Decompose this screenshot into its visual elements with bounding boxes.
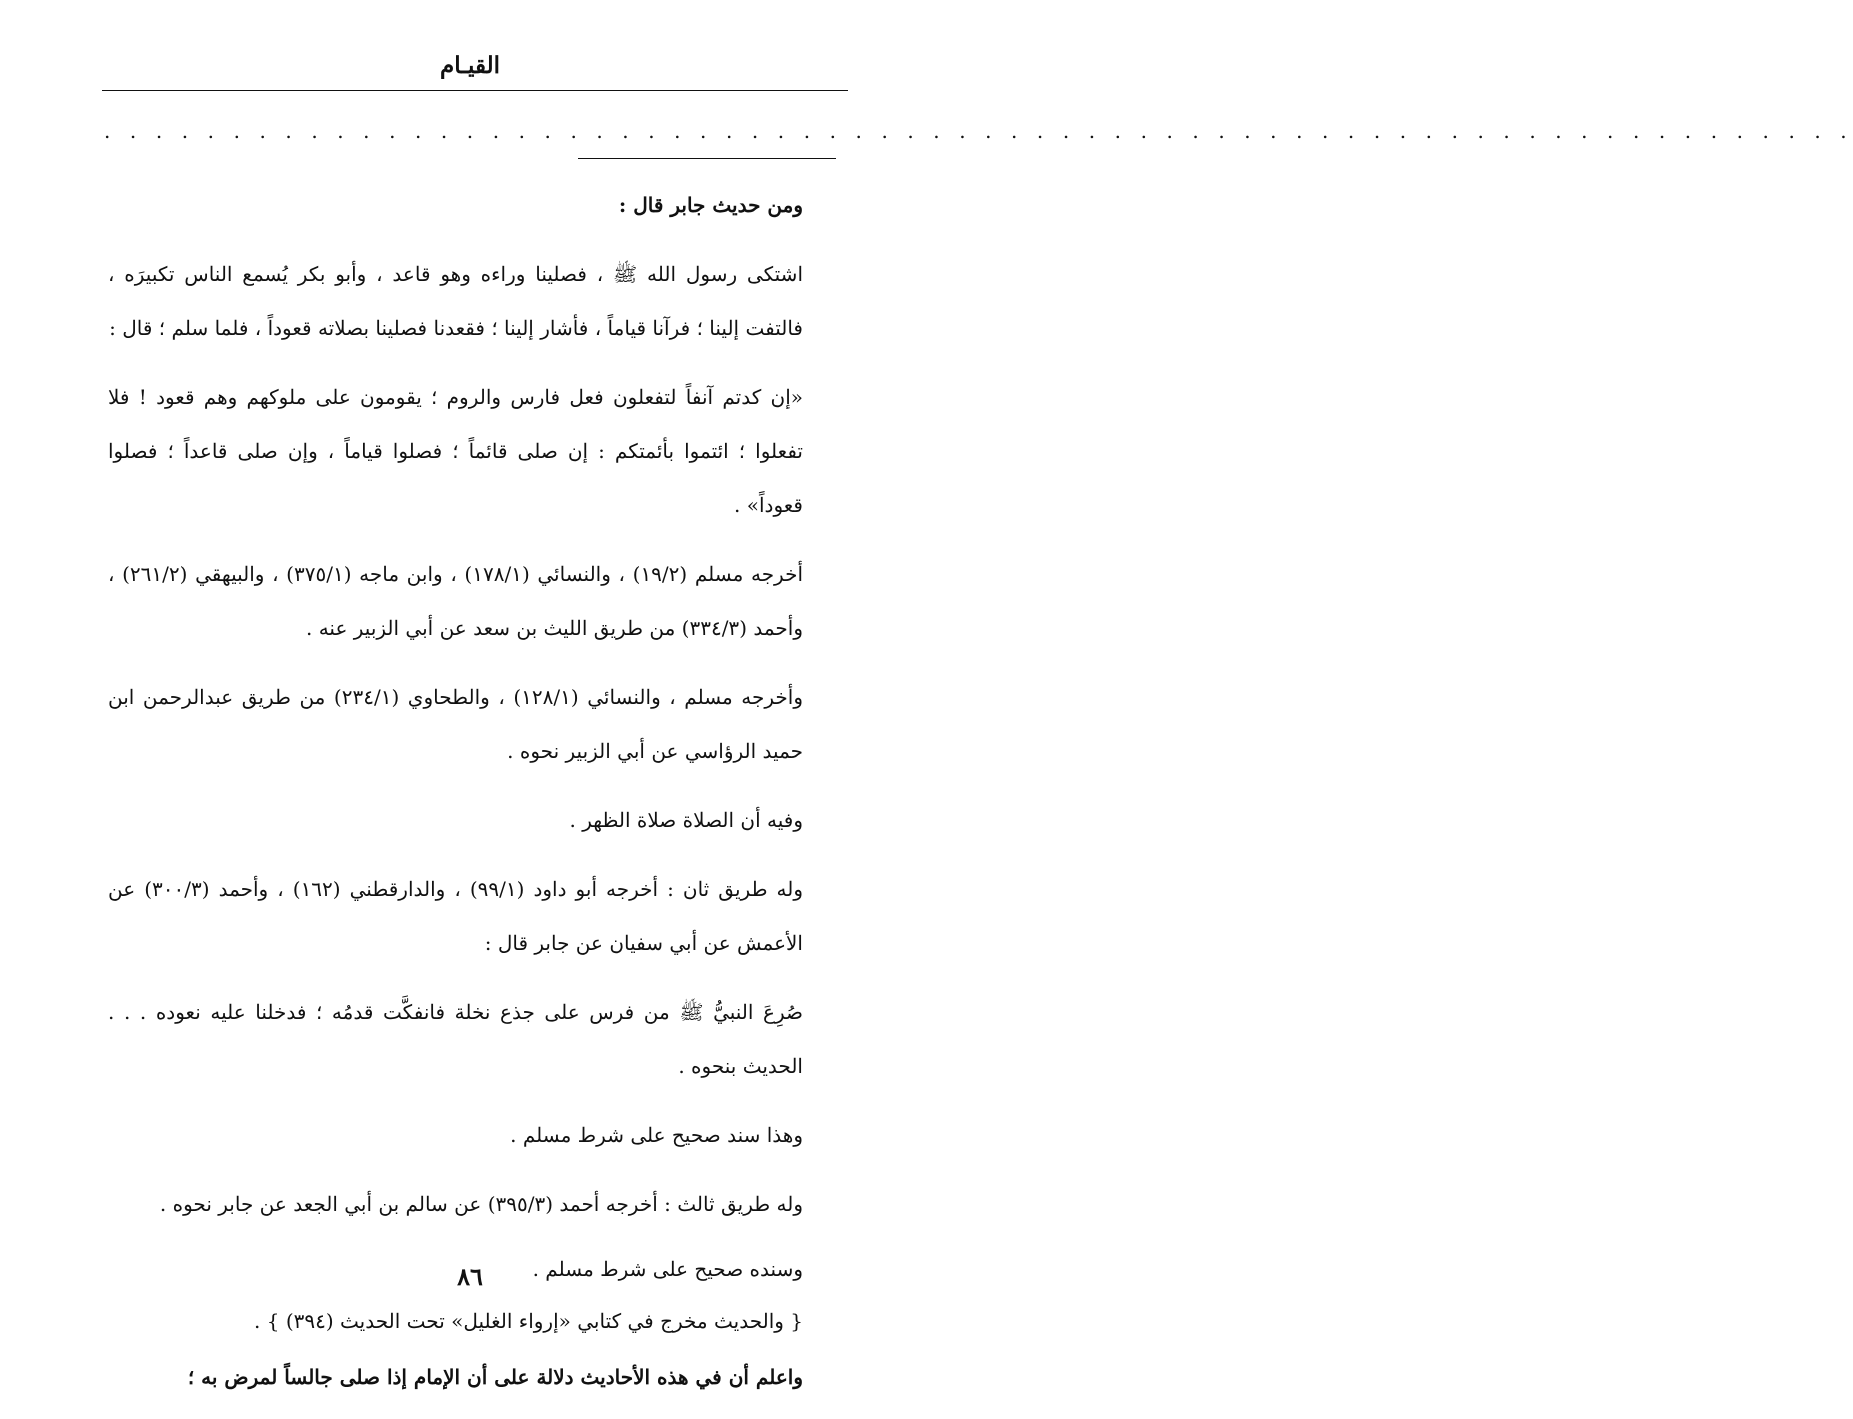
paragraph-hadith-text: اشتكى رسول الله ﷺ ، فصلينا وراءه وهو قاعد ، وأبو بكر يُسمع الناس تكبيرَه ، فالتفت إلينا ؛ فرآنا قياماً ، فأشار إلينا ؛ فقعدنا فصلينا بصلاته قعوداً ، فلما سلم ؛ قال : — [108, 262, 803, 340]
dotted-separator: . . . . . . . . . . . . . . . . . . . . . . . . . . . . . . . . . . . . . . . . . . . . . . . . . . . . . . . . . . . . . . . . . . . . — [104, 119, 1853, 143]
running-header-title: القيـام — [440, 52, 500, 79]
paragraph-third-route: وله طريق ثالث : أخرجه أحمد (٣٩٥/٣) عن سالم بن أبي الجعد عن جابر نحوه . — [159, 1192, 803, 1216]
paragraph-hadith-quote: «إن كدتم آنفاً لتفعلون فعل فارس والروم ؛ يقومون على ملوكهم وهم قعود ! فلا تفعلوا ؛ ائتموا بأئمتكم : إن صلى قائماً ؛ فصلوا قياماً ، وإن صلى قاعداً ؛ فصلوا قعوداً» . — [108, 385, 803, 517]
paragraph-sanad-sahih-1: وهذا سند صحيح على شرط مسلم . — [510, 1123, 803, 1147]
separator-underline — [578, 158, 836, 159]
paragraph-note-zuhr: وفيه أن الصلاة صلاة الظهر . — [569, 808, 803, 832]
paragraph-irwa-reference: { والحديث مخرج في كتابي «إرواء الغليل» تحت الحديث (٣٩٤) } . — [254, 1309, 803, 1333]
paragraph-second-route: وله طريق ثان : أخرجه أبو داود (٩٩/١) ، والدارقطني (١٦٢) ، وأحمد (٣٠٠/٣) عن الأعمش عن أبي سفيان عن جابر قال : — [108, 877, 804, 955]
paragraph-second-route-text: صُرِعَ النبيُّ ﷺ من فرس على جذع نخلة فانفكَّت قدمُه ؛ فدخلنا عليه نعوده . . . الحديث بنحوه . — [108, 1000, 803, 1078]
page-number: ٨٦ — [457, 1262, 483, 1291]
main-text — [108, 178, 843, 1419]
paragraph-takhrij-2: وأخرجه مسلم ، والنسائي (١٢٨/١) ، والطحاوي (٢٣٤/١) من طريق عبدالرحمن ابن حميد الرؤاسي عن أبي الزبير نحوه . — [108, 685, 803, 763]
paragraph-takhrij-1: أخرجه مسلم (١٩/٢) ، والنسائي (١٧٨/١) ، وابن ماجه (٣٧٥/١) ، والبيهقي (٢٦١/٢) ، وأحمد (٣٣٤/٣) من طريق الليث بن سعد عن أبي الزبير عنه . — [108, 562, 804, 640]
paragraph-conclusion: واعلم أن في هذه الأحاديث دلالة على أن الإمام إذا صلى جالساً لمرض به ؛ — [187, 1365, 803, 1389]
paragraph-sanad-sahih-2: وسنده صحيح على شرط مسلم . — [532, 1257, 803, 1281]
paragraph-intro: ومن حديث جابر قال : — [618, 193, 803, 217]
header-rule — [102, 90, 848, 91]
